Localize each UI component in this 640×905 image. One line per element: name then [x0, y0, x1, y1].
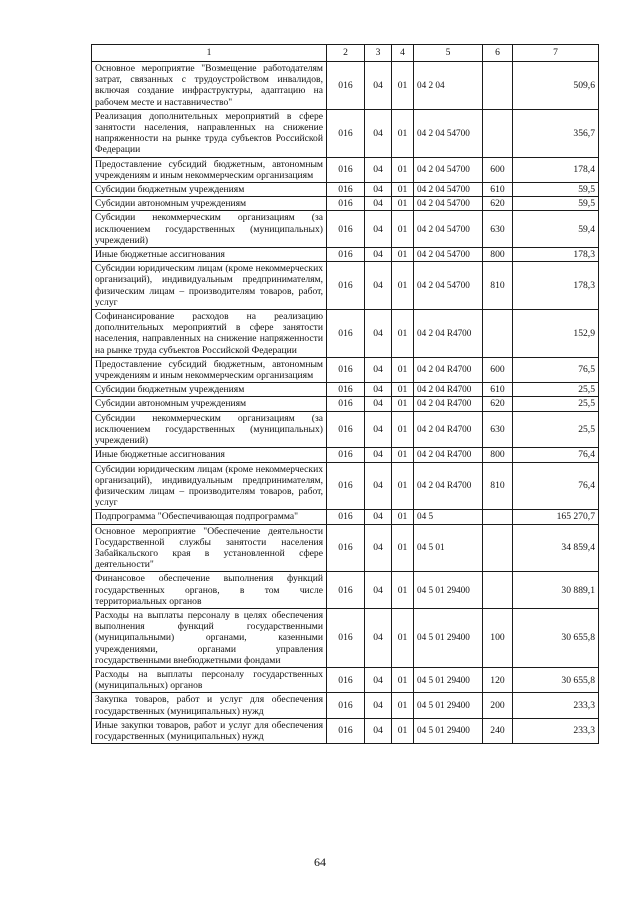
row-target-article: 04 2 04 R4700	[414, 310, 483, 358]
row-name: Реализация дополнительных мероприятий в сфере занятости населения, направленных на снижение напряженности на рынке труда субъектов Российской Федерации	[92, 109, 327, 157]
row-section-code: 04	[365, 524, 392, 572]
row-amount: 76,4	[513, 462, 599, 510]
row-expense-type: 810	[483, 462, 513, 510]
row-amount: 25,5	[513, 397, 599, 411]
row-section-code: 04	[365, 667, 392, 692]
row-gr-code: 016	[327, 383, 365, 397]
table-row	[92, 667, 599, 692]
header-col-4: 4	[392, 45, 414, 62]
row-amount: 59,5	[513, 183, 599, 197]
header-col-7: 7	[513, 45, 599, 62]
row-gr-code: 016	[327, 510, 365, 524]
row-expense-type	[483, 109, 513, 157]
row-amount: 356,7	[513, 109, 599, 157]
row-expense-type: 800	[483, 448, 513, 462]
row-gr-code: 016	[327, 718, 365, 743]
row-gr-code: 016	[327, 109, 365, 157]
row-gr-code: 016	[327, 448, 365, 462]
row-section-code: 04	[365, 608, 392, 667]
row-gr-code: 016	[327, 572, 365, 609]
budget-table	[91, 44, 599, 744]
row-target-article: 04 2 04 54700	[414, 157, 483, 182]
row-expense-type: 240	[483, 718, 513, 743]
table-row	[92, 357, 599, 382]
row-section-code: 04	[365, 62, 392, 110]
table-row	[92, 608, 599, 667]
row-gr-code: 016	[327, 397, 365, 411]
row-target-article: 04 5 01 29400	[414, 718, 483, 743]
row-subsection-code: 01	[392, 411, 414, 448]
row-target-article: 04 2 04 54700	[414, 197, 483, 211]
row-subsection-code: 01	[392, 310, 414, 358]
row-subsection-code: 01	[392, 718, 414, 743]
row-expense-type	[483, 524, 513, 572]
row-section-code: 04	[365, 197, 392, 211]
table-row	[92, 211, 599, 248]
row-amount: 178,3	[513, 262, 599, 310]
row-name: Софинансирование расходов на реализацию дополнительных мероприятий в сфере занятости населения, направленных на снижение напряженности на рынке труда субъектов Российской Федерации	[92, 310, 327, 358]
row-name: Иные бюджетные ассигнования	[92, 248, 327, 262]
row-target-article: 04 5 01 29400	[414, 572, 483, 609]
row-expense-type: 610	[483, 383, 513, 397]
row-subsection-code: 01	[392, 357, 414, 382]
row-subsection-code: 01	[392, 383, 414, 397]
row-section-code: 04	[365, 718, 392, 743]
row-target-article: 04 2 04 R4700	[414, 397, 483, 411]
row-target-article: 04 2 04 54700	[414, 262, 483, 310]
row-subsection-code: 01	[392, 608, 414, 667]
row-target-article: 04 2 04 R4700	[414, 411, 483, 448]
row-expense-type	[483, 310, 513, 358]
row-gr-code: 016	[327, 157, 365, 182]
row-subsection-code: 01	[392, 197, 414, 211]
row-target-article: 04 2 04 R4700	[414, 383, 483, 397]
row-subsection-code: 01	[392, 62, 414, 110]
table-row	[92, 383, 599, 397]
row-name: Субсидии автономным учреждениям	[92, 197, 327, 211]
row-target-article: 04 2 04 R4700	[414, 462, 483, 510]
row-subsection-code: 01	[392, 248, 414, 262]
row-target-article: 04 2 04 R4700	[414, 357, 483, 382]
table-row	[92, 310, 599, 358]
table-row	[92, 183, 599, 197]
row-gr-code: 016	[327, 693, 365, 718]
table-row	[92, 411, 599, 448]
row-name: Субсидии бюджетным учреждениям	[92, 383, 327, 397]
table-row	[92, 693, 599, 718]
row-section-code: 04	[365, 462, 392, 510]
row-name: Иные закупки товаров, работ и услуг для обеспечения государственных (муниципальных) нужд	[92, 718, 327, 743]
row-gr-code: 016	[327, 462, 365, 510]
row-name: Субсидии некоммерческим организациям (за исключением государственных (муниципальных) учреждений)	[92, 211, 327, 248]
row-amount: 59,5	[513, 197, 599, 211]
page-number: 64	[314, 855, 326, 869]
row-expense-type: 600	[483, 157, 513, 182]
row-target-article: 04 5 01 29400	[414, 693, 483, 718]
row-section-code: 04	[365, 310, 392, 358]
table-row	[92, 197, 599, 211]
row-name: Субсидии некоммерческим организациям (за исключением государственных (муниципальных) учреждений)	[92, 411, 327, 448]
row-gr-code: 016	[327, 197, 365, 211]
row-section-code: 04	[365, 693, 392, 718]
header-col-1: 1	[92, 45, 327, 62]
row-section-code: 04	[365, 383, 392, 397]
row-gr-code: 016	[327, 262, 365, 310]
row-target-article: 04 2 04	[414, 62, 483, 110]
row-expense-type: 120	[483, 667, 513, 692]
row-name: Предоставление субсидий бюджетным, автономным учреждениям и иным некоммерческим организациям	[92, 357, 327, 382]
row-amount: 178,4	[513, 157, 599, 182]
row-gr-code: 016	[327, 667, 365, 692]
row-name: Подпрограмма "Обеспечивающая подпрограмма"	[92, 510, 327, 524]
row-amount: 509,6	[513, 62, 599, 110]
row-section-code: 04	[365, 211, 392, 248]
row-amount: 34 859,4	[513, 524, 599, 572]
row-target-article: 04 2 04 54700	[414, 211, 483, 248]
row-gr-code: 016	[327, 211, 365, 248]
row-expense-type	[483, 572, 513, 609]
header-row	[92, 45, 599, 62]
row-name: Субсидии юридическим лицам (кроме некоммерческих организаций), индивидуальным предпринимателям, физическим лицам – производителям товаров, работ, услуг	[92, 262, 327, 310]
header-col-3: 3	[365, 45, 392, 62]
row-name: Предоставление субсидий бюджетным, автономным учреждениям и иным некоммерческим организациям	[92, 157, 327, 182]
row-subsection-code: 01	[392, 667, 414, 692]
row-gr-code: 016	[327, 524, 365, 572]
row-name: Основное мероприятие "Возмещение работодателям затрат, связанных с трудоустройством инвалидов, включая создание инфраструктуры, адаптацию на рабочем месте и наставничество"	[92, 62, 327, 110]
row-expense-type: 630	[483, 411, 513, 448]
row-expense-type: 200	[483, 693, 513, 718]
row-section-code: 04	[365, 109, 392, 157]
row-name: Субсидии автономным учреждениям	[92, 397, 327, 411]
row-name: Закупка товаров, работ и услуг для обеспечения государственных (муниципальных) нужд	[92, 693, 327, 718]
row-expense-type: 600	[483, 357, 513, 382]
row-section-code: 04	[365, 397, 392, 411]
row-target-article: 04 5 01	[414, 524, 483, 572]
row-amount: 59,4	[513, 211, 599, 248]
row-section-code: 04	[365, 157, 392, 182]
table-row	[92, 448, 599, 462]
table-row	[92, 109, 599, 157]
table-row	[92, 262, 599, 310]
header-col-5: 5	[414, 45, 483, 62]
row-name: Расходы на выплаты персоналу в целях обеспечения выполнения функций государственными (муниципальными) органами, казенными учреждениями, органами управления государственными внебюджетными фондами	[92, 608, 327, 667]
row-section-code: 04	[365, 411, 392, 448]
row-expense-type	[483, 510, 513, 524]
row-expense-type: 100	[483, 608, 513, 667]
row-subsection-code: 01	[392, 462, 414, 510]
header-col-6: 6	[483, 45, 513, 62]
row-target-article: 04 2 04 54700	[414, 248, 483, 262]
row-subsection-code: 01	[392, 109, 414, 157]
row-section-code: 04	[365, 572, 392, 609]
row-amount: 233,3	[513, 718, 599, 743]
row-amount: 165 270,7	[513, 510, 599, 524]
row-subsection-code: 01	[392, 211, 414, 248]
row-amount: 152,9	[513, 310, 599, 358]
row-expense-type: 630	[483, 211, 513, 248]
row-target-article: 04 5	[414, 510, 483, 524]
row-subsection-code: 01	[392, 510, 414, 524]
row-subsection-code: 01	[392, 397, 414, 411]
row-name: Субсидии юридическим лицам (кроме некоммерческих организаций), индивидуальным предпринимателям, физическим лицам – производителям товаров, работ, услуг	[92, 462, 327, 510]
row-target-article: 04 2 04 54700	[414, 109, 483, 157]
row-amount: 25,5	[513, 383, 599, 397]
row-subsection-code: 01	[392, 157, 414, 182]
row-name: Иные бюджетные ассигнования	[92, 448, 327, 462]
row-name: Расходы на выплаты персоналу государственных (муниципальных) органов	[92, 667, 327, 692]
row-amount: 76,5	[513, 357, 599, 382]
row-expense-type: 610	[483, 183, 513, 197]
row-subsection-code: 01	[392, 183, 414, 197]
table-body	[92, 62, 599, 744]
row-subsection-code: 01	[392, 693, 414, 718]
table-row	[92, 510, 599, 524]
row-subsection-code: 01	[392, 572, 414, 609]
row-amount: 25,5	[513, 411, 599, 448]
row-section-code: 04	[365, 448, 392, 462]
table-row	[92, 157, 599, 182]
table-row	[92, 718, 599, 743]
row-amount: 178,3	[513, 248, 599, 262]
row-subsection-code: 01	[392, 524, 414, 572]
row-section-code: 04	[365, 262, 392, 310]
row-target-article: 04 2 04 54700	[414, 183, 483, 197]
row-amount: 30 889,1	[513, 572, 599, 609]
row-section-code: 04	[365, 248, 392, 262]
table-row	[92, 397, 599, 411]
row-section-code: 04	[365, 357, 392, 382]
row-name: Субсидии бюджетным учреждениям	[92, 183, 327, 197]
row-name: Основное мероприятие "Обеспечение деятельности Государственной службы занятости населения Забайкальского края в установленной сфере деятельности"	[92, 524, 327, 572]
row-gr-code: 016	[327, 608, 365, 667]
row-subsection-code: 01	[392, 448, 414, 462]
table-row	[92, 62, 599, 110]
table-row	[92, 462, 599, 510]
row-target-article: 04 5 01 29400	[414, 667, 483, 692]
row-target-article: 04 2 04 R4700	[414, 448, 483, 462]
row-gr-code: 016	[327, 62, 365, 110]
row-amount: 30 655,8	[513, 667, 599, 692]
row-amount: 76,4	[513, 448, 599, 462]
row-gr-code: 016	[327, 248, 365, 262]
row-expense-type	[483, 62, 513, 110]
row-amount: 30 655,8	[513, 608, 599, 667]
row-gr-code: 016	[327, 310, 365, 358]
row-expense-type: 620	[483, 197, 513, 211]
row-target-article: 04 5 01 29400	[414, 608, 483, 667]
row-gr-code: 016	[327, 411, 365, 448]
row-amount: 233,3	[513, 693, 599, 718]
row-subsection-code: 01	[392, 262, 414, 310]
row-gr-code: 016	[327, 357, 365, 382]
table-row	[92, 572, 599, 609]
row-section-code: 04	[365, 183, 392, 197]
row-gr-code: 016	[327, 183, 365, 197]
row-expense-type: 620	[483, 397, 513, 411]
row-section-code: 04	[365, 510, 392, 524]
table-row	[92, 524, 599, 572]
row-name: Финансовое обеспечение выполнения функций государственных органов, в том числе территориальных органов	[92, 572, 327, 609]
row-expense-type: 800	[483, 248, 513, 262]
row-expense-type: 810	[483, 262, 513, 310]
table-row	[92, 248, 599, 262]
header-col-2: 2	[327, 45, 365, 62]
